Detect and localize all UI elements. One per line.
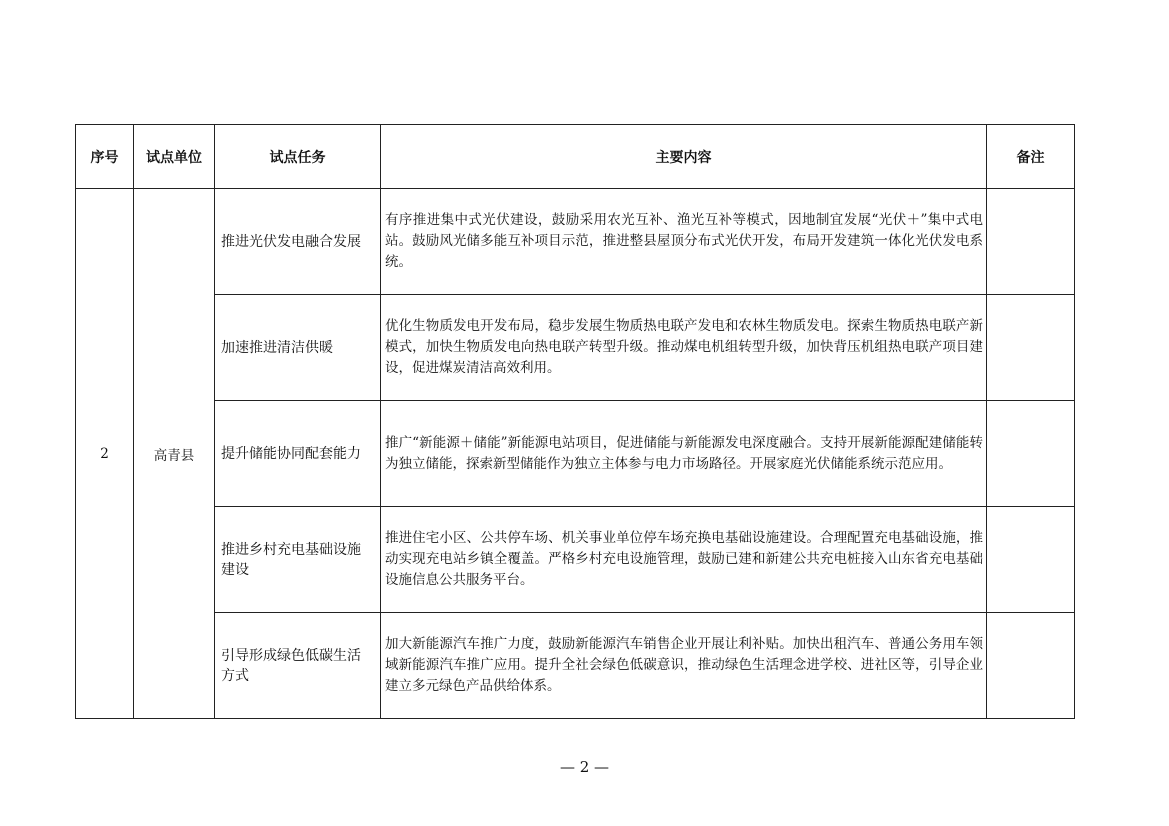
- task-cell: 推进光伏发电融合发展: [215, 189, 381, 295]
- content-cell: 优化生物质发电开发布局，稳步发展生物质热电联产发电和农林生物质发电。探索生物质热电联产新模式，加快生物质发电向热电联产转型升级。推动煤电机组转型升级，加快背压机组热电联产项目建设，促进煤炭清洁高效利用。: [381, 295, 987, 401]
- header-remark: 备注: [987, 125, 1075, 189]
- task-cell: 引导形成绿色低碳生活方式: [215, 613, 381, 719]
- table-header-row: [76, 125, 1075, 189]
- content-cell: 有序推进集中式光伏建设，鼓励采用农光互补、渔光互补等模式，因地制宜发展“光伏＋”集中式电站。鼓励风光储多能互补项目示范，推进整县屋顶分布式光伏开发，布局开发建筑一体化光伏发电系统。: [381, 189, 987, 295]
- remark-cell: [987, 507, 1075, 613]
- page-number: — 2 —: [559, 758, 610, 776]
- table-row: [76, 507, 1075, 613]
- table-row: [76, 295, 1075, 401]
- content-cell: 推广“新能源＋储能”新能源电站项目，促进储能与新能源发电深度融合。支持开展新能源配建储能转为独立储能，探索新型储能作为独立主体参与电力市场路径。开展家庭光伏储能系统示范应用。: [381, 401, 987, 507]
- group-number-cell: 2: [76, 189, 134, 719]
- remark-cell: [987, 613, 1075, 719]
- task-cell: 推进乡村充电基础设施建设: [215, 507, 381, 613]
- content-cell: 推进住宅小区、公共停车场、机关事业单位停车场充换电基础设施建设。合理配置充电基础设施，推动实现充电站乡镇全覆盖。严格乡村充电设施管理，鼓励已建和新建公共充电桩接入山东省充电基础设施信息公共服务平台。: [381, 507, 987, 613]
- task-cell: 加速推进清洁供暖: [215, 295, 381, 401]
- header-content: 主要内容: [381, 125, 987, 189]
- header-unit: 试点单位: [134, 125, 215, 189]
- header-no: 序号: [76, 125, 134, 189]
- remark-cell: [987, 401, 1075, 507]
- content-cell: 加大新能源汽车推广力度，鼓励新能源汽车销售企业开展让利补贴。加快出租汽车、普通公务用车领域新能源汽车推广应用。提升全社会绿色低碳意识，推动绿色生活理念进学校、进社区等，引导企业建立多元绿色产品供给体系。: [381, 613, 987, 719]
- remark-cell: [987, 295, 1075, 401]
- header-task: 试点任务: [215, 125, 381, 189]
- remark-cell: [987, 189, 1075, 295]
- task-cell: 提升储能协同配套能力: [215, 401, 381, 507]
- pilot-task-table: [75, 124, 1075, 719]
- pilot-task-table-container: [75, 124, 1074, 719]
- pilot-unit-cell: 高青县: [134, 189, 215, 719]
- table-row: [76, 401, 1075, 507]
- table-row: [76, 189, 1075, 295]
- table-row: [76, 613, 1075, 719]
